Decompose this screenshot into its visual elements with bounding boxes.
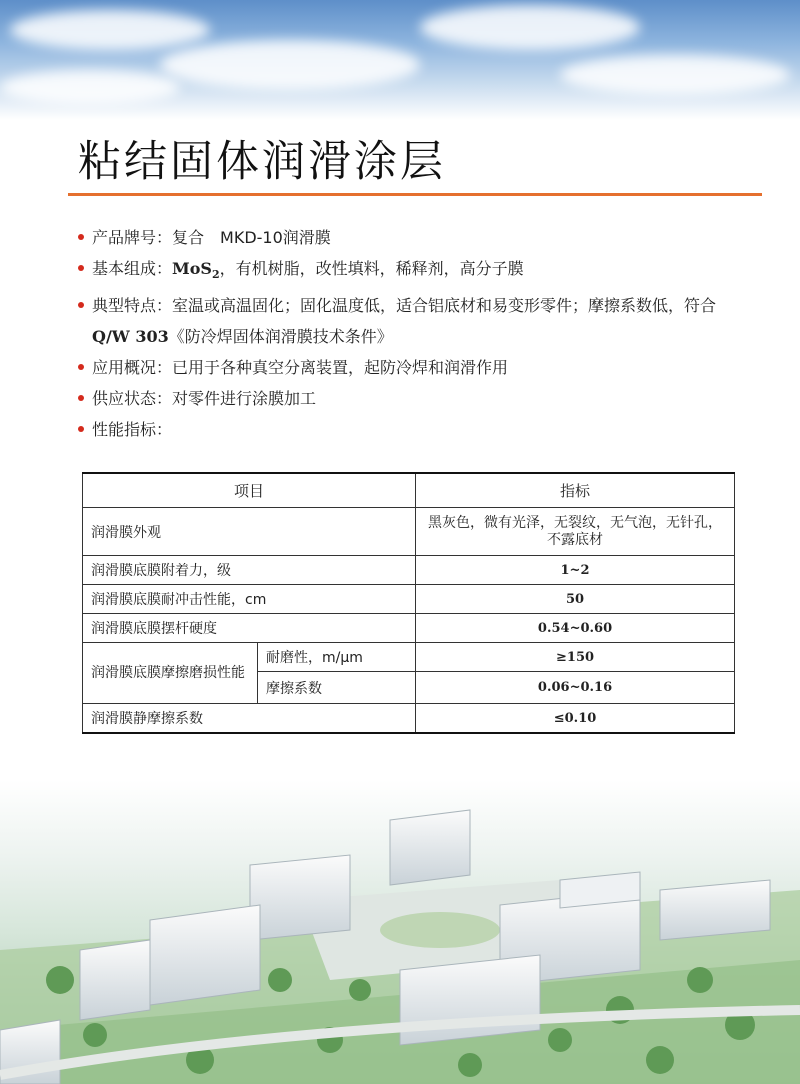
campus-buildings-icon (0, 780, 800, 1084)
row-value: 黑灰色，微有光泽，无裂纹，无气泡，无针孔，不露底材 (416, 508, 735, 556)
row-sublabel: 耐磨性，m/μm (258, 643, 416, 672)
bullet-dot-icon (78, 234, 84, 240)
performance-table (82, 472, 735, 734)
sky-banner (0, 0, 800, 120)
bullet-dot-icon (78, 265, 84, 271)
bullet-dot-icon (78, 302, 84, 308)
bullet-prefix: 典型特点： (92, 296, 173, 316)
header-item: 项目 (83, 473, 416, 508)
row-label: 润滑膜底膜摆杆硬度 (83, 614, 416, 643)
table-row (83, 704, 735, 734)
row-value: 50 (416, 585, 735, 614)
row-value: ≥150 (416, 643, 735, 672)
bullet-text: 对零件进行涂膜加工 (172, 389, 317, 409)
bullet-prefix: 应用概况： (92, 358, 173, 378)
row-value: 0.06~0.16 (416, 672, 735, 704)
row-value: 1~2 (416, 556, 735, 585)
title-divider (68, 193, 762, 196)
bullet-text: 复合 MKD-10润滑膜 (172, 228, 331, 247)
standard-title: 《防冷焊固体润滑膜技术条件》 (168, 327, 393, 347)
bullet-prefix: 产品牌号： (92, 228, 173, 247)
bullet-prefix: 基本组成： (92, 259, 173, 278)
standard-code: Q/W 303 (92, 327, 169, 347)
row-group-label: 润滑膜底膜摩擦磨损性能 (83, 643, 258, 704)
bullet-performance (78, 414, 738, 445)
campus-aerial-illustration (0, 780, 800, 1084)
formula: MoS$_2$ (172, 259, 220, 282)
table-row (83, 508, 735, 556)
bullet-dot-icon (78, 395, 84, 401)
bullet-text: ，有机树脂，改性填料，稀释剂，高分子膜 (219, 259, 524, 278)
table-row (83, 643, 735, 672)
row-label: 润滑膜外观 (83, 508, 416, 556)
table-header-row (83, 473, 735, 508)
row-label: 润滑膜底膜耐冲击性能，cm (83, 585, 416, 614)
table-row (83, 614, 735, 643)
header-value: 指标 (416, 473, 735, 508)
page-title: 粘结固体润滑涂层 (78, 137, 446, 187)
row-label: 润滑膜底膜附着力，级 (83, 556, 416, 585)
bullet-features (78, 290, 738, 352)
row-label: 润滑膜静摩擦系数 (83, 704, 416, 734)
table-row (83, 585, 735, 614)
row-value: ≤0.10 (416, 704, 735, 734)
row-value: 0.54~0.60 (416, 614, 735, 643)
bullet-supply (78, 383, 738, 414)
bullet-text: 室温或高温固化；固化温度低，适合铝底材和易变形零件；摩擦系数低，符合 (172, 296, 717, 316)
bullet-composition (78, 253, 738, 290)
bullet-dot-icon (78, 364, 84, 370)
bullet-application (78, 352, 738, 383)
product-info-list (78, 222, 738, 445)
bullet-text: 已用于各种真空分离装置，起防冷焊和润滑作用 (172, 358, 509, 378)
row-sublabel: 摩擦系数 (258, 672, 416, 704)
bullet-dot-icon (78, 426, 84, 432)
bullet-product-code (78, 222, 738, 253)
bullet-prefix: 供应状态： (92, 389, 173, 409)
table-row (83, 556, 735, 585)
bullet-prefix: 性能指标： (92, 420, 173, 440)
